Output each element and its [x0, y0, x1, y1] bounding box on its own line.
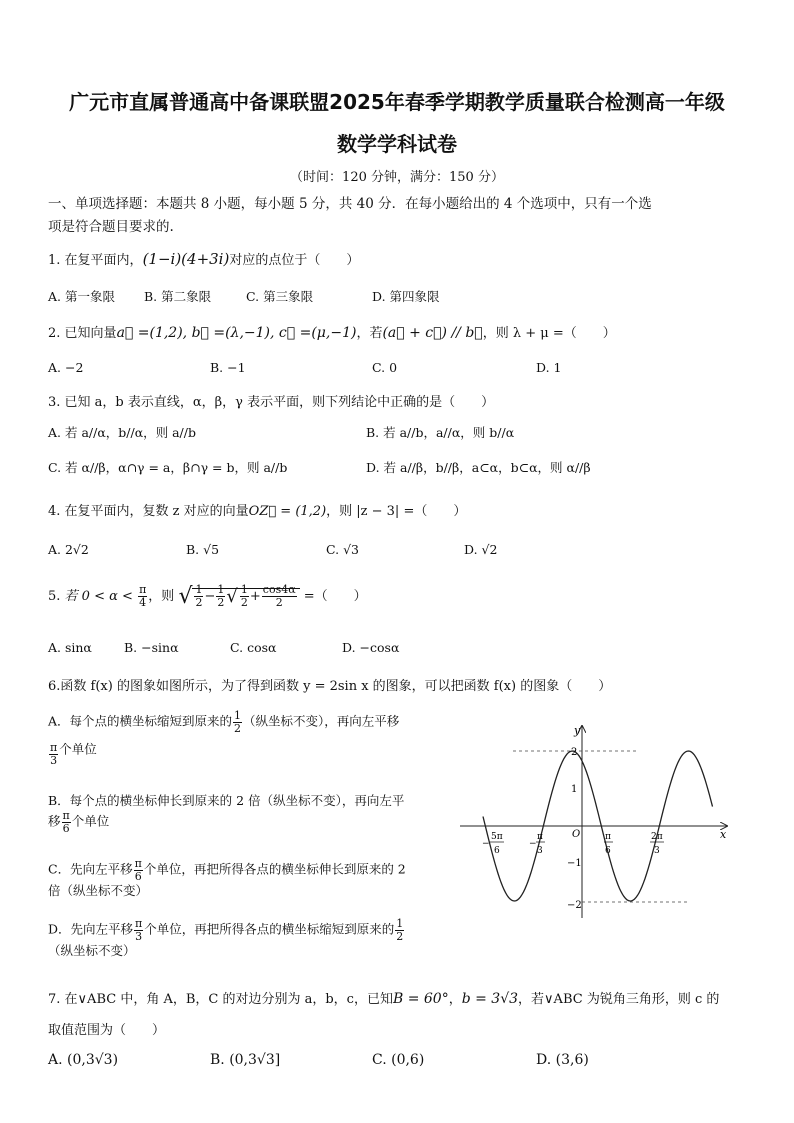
q2-text-a: 已知向量 — [64, 326, 117, 341]
q3-text: 已知 a，b 表示直线，α，β，γ 表示平面，则下列结论中正确的是（ ） — [64, 395, 495, 410]
q1-expression: (1−i)(4+3i) — [142, 250, 230, 268]
q3-option-c[interactable]: C. 若 α//β，α∩γ = a，β∩γ = b，则 a//b — [48, 460, 288, 475]
q4-text-a: 在复平面内，复数 z 对应的向量 — [64, 504, 249, 519]
svg-text:π: π — [605, 832, 611, 842]
q7-text-c: 取值范围为（ ） — [48, 1023, 166, 1038]
q2-option-a[interactable]: A. −2 — [48, 360, 84, 375]
q4-text-b: ，则 |z − 3| =（ ） — [326, 504, 467, 519]
q7-option-a[interactable]: A. (0,3√3) — [48, 1052, 119, 1068]
svg-text:π: π — [537, 832, 543, 842]
q6-text: 函数 f(x) 的图象如图所示，为了得到函数 y = 2sin x 的图象，可以把函数 f(x) 的图象（ ） — [60, 679, 612, 694]
svg-text:2π: 2π — [651, 832, 663, 842]
q1-number: 1. — [48, 253, 61, 268]
x-tick-neg-pi-3 — [529, 832, 545, 856]
q1-text-b: 对应的点位于（ ） — [229, 253, 360, 268]
q1-option-d[interactable]: D. 第四象限 — [372, 289, 440, 304]
svg-text:3: 3 — [537, 846, 543, 856]
question-6 — [48, 675, 611, 694]
q5-sqrt-inner-sign: √ — [226, 586, 238, 607]
y-tick-neg1: −1 — [567, 858, 582, 869]
q5-text-a: 若 0 < α < — [64, 589, 133, 604]
q1-option-c[interactable]: C. 第三象限 — [246, 289, 314, 304]
y-axis-label: y — [574, 724, 581, 737]
paper-title-line1: 广元市直属普通高中备课联盟2025年春季学期教学质量联合检测高一年级 — [69, 90, 725, 114]
paper-title-line2: 数学学科试卷 — [337, 132, 457, 156]
svg-text:6: 6 — [605, 846, 611, 856]
section-intro-line2: 项是符合题目要求的. — [48, 219, 174, 235]
q6-option-d[interactable]: D．先向左平移 $\frac{\pi}{3}$ 个单位，再把所得各点的横坐标缩短到原来的 $\frac{1}{2}$ （纵坐标不变） — [48, 917, 404, 959]
q4-vector: OZ⃗ = (1,2) — [248, 504, 327, 519]
q5-option-d[interactable]: D. −cosα — [342, 640, 400, 655]
q5-text-c: =（ ） — [303, 589, 367, 604]
q2-text-b: ，若 — [356, 326, 383, 341]
q6-option-b[interactable]: B．每个点的横坐标伸长到原来的 2 倍（纵坐标不变），再向左平 移 $\frac{\pi}{6}$ 个单位 — [48, 793, 405, 835]
q5-pi-over-4: $\frac{\pi}{4}$ — [139, 583, 147, 609]
q5-option-c[interactable]: C. cosα — [230, 640, 277, 655]
x-tick-neg-5pi-6 — [482, 832, 504, 856]
q5-text-b: ，则 — [148, 589, 175, 604]
q5-sqrt-inner: $\frac{1}{2}$ + $\frac{\cos 4\alpha}{2}$ — [238, 588, 299, 604]
q4-option-a[interactable]: A. 2√2 — [48, 542, 89, 557]
q4-option-d[interactable]: D. √2 — [464, 542, 498, 557]
q6-option-c[interactable]: C．先向左平移 $\frac{\pi}{6}$ 个单位，再把所得各点的横坐标伸长到原来的 2 倍（纵坐标不变） — [48, 857, 406, 899]
q3-number: 3. — [48, 395, 61, 410]
q5-option-b[interactable]: B. −sinα — [124, 640, 179, 655]
svg-text:3: 3 — [654, 846, 660, 856]
q7-text-a: 在∨ABC 中，角 A，B，C 的对边分别为 a，b，c，已知 — [64, 992, 393, 1007]
q1-option-a[interactable]: A. 第一象限 — [48, 289, 115, 304]
question-4 — [48, 500, 466, 519]
origin-label: O — [572, 829, 581, 840]
q1-text-a: 在复平面内， — [64, 253, 143, 268]
question-7: 7. 在∨ABC 中，角 A，B，C 的对边分别为 a，b，c，已知B = 60°，b = 3√3，若∨ABC 为锐角三角形，则 c 的 — [48, 991, 720, 1007]
q7-option-c[interactable]: C. (0,6) — [372, 1052, 425, 1068]
q7-option-d[interactable]: D. (3,6) — [536, 1052, 589, 1068]
q7-angle-b: B = 60° — [392, 991, 449, 1007]
question-2 — [48, 322, 616, 341]
y-tick-neg2: −2 — [567, 900, 582, 911]
q6-option-a[interactable]: A．每个点的横坐标缩短到原来的 $\frac{1}{2}$ （纵坐标不变），再向左平移 $\frac{\pi}{3}$ 个单位 — [48, 709, 400, 767]
q5-option-a[interactable]: A. sinα — [48, 640, 92, 655]
q3-option-d[interactable]: D. 若 a//β，b//β，a⊂α，b⊂α，则 α//β — [366, 460, 591, 475]
y-tick-1: 1 — [571, 784, 578, 795]
section-intro-line1: 一、单项选择题：本题共 8 小题，每小题 5 分，共 40 分．在每小题给出的 4 个选项中，只有一个选 — [48, 196, 652, 212]
svg-text:−: − — [482, 839, 490, 849]
exam-meta: （时间：120 分钟，满分：150 分） — [290, 170, 504, 185]
q7-number: 7. — [48, 992, 61, 1007]
q4-option-b[interactable]: B. √5 — [186, 542, 220, 557]
question-1 — [48, 249, 359, 268]
q3-option-a[interactable]: A. 若 a//α，b//α，则 a//b — [48, 425, 196, 440]
q5-number: 5. — [48, 589, 61, 604]
q2-option-c[interactable]: C. 0 — [372, 360, 398, 375]
q6-number: 6. — [48, 679, 61, 694]
q4-number: 4. — [48, 504, 61, 519]
q7-text-b: ，若∨ABC 为锐角三角形，则 c 的 — [518, 992, 720, 1007]
q5-sqrt-outer: $\frac{1}{2}$ − $\frac{1}{2}$ √ $\frac{1}{2}$ + $\frac{\cos 4\alpha}{2}$ — [192, 588, 299, 604]
y-tick-2: 2 — [571, 747, 578, 758]
q2-option-b[interactable]: B. −1 — [210, 360, 246, 375]
question-5 — [48, 584, 367, 609]
q7-option-b[interactable]: B. (0,3√3] — [210, 1052, 281, 1068]
q2-condition: (a⃗ + c⃗) // b⃗ — [382, 325, 483, 341]
q2-vectors: a⃗ =(1,2), b⃗ =(λ,−1), c⃗ =(μ,−1) — [116, 325, 357, 341]
x-axis-label: x — [720, 828, 727, 841]
svg-text:−: − — [529, 839, 537, 849]
q5-sqrt-outer-sign: √ — [178, 584, 193, 609]
question-3 — [48, 391, 494, 410]
q2-text-c: ，则 λ + μ =（ ） — [482, 326, 616, 341]
q3-option-b[interactable]: B. 若 a//b，a//α，则 b//α — [366, 425, 515, 440]
function-graph — [455, 718, 740, 923]
q2-option-d[interactable]: D. 1 — [536, 360, 562, 375]
q2-number: 2. — [48, 326, 61, 341]
svg-text:5π: 5π — [491, 832, 503, 842]
q4-option-c[interactable]: C. √3 — [326, 542, 359, 557]
q1-option-b[interactable]: B. 第二象限 — [144, 289, 212, 304]
svg-text:6: 6 — [494, 846, 500, 856]
q7-side-b: b = 3√3 — [461, 991, 519, 1007]
